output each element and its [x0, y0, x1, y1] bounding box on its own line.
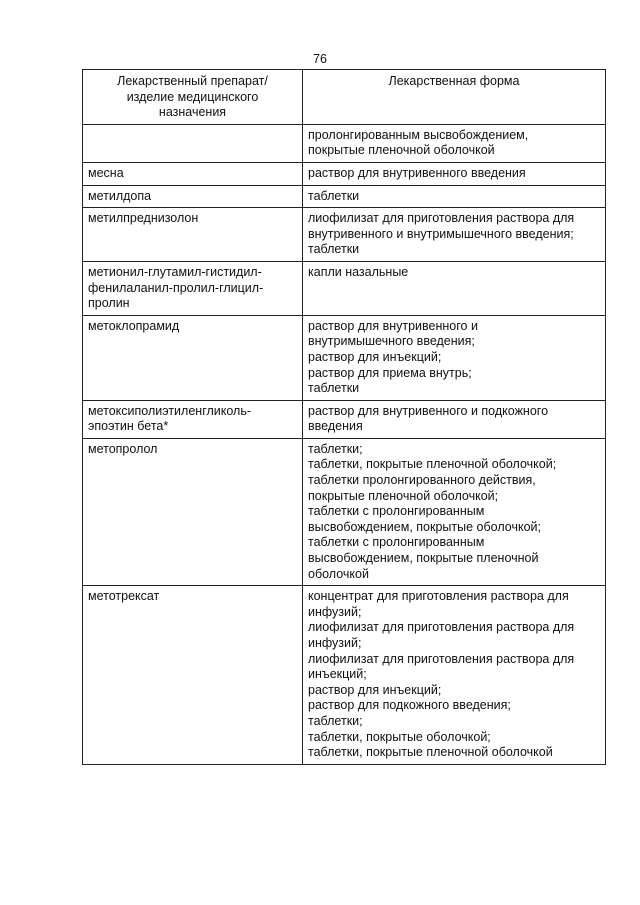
dosage-form-line: таблетки: [308, 188, 360, 203]
table-body: [83, 124, 606, 764]
table-row: [83, 261, 606, 315]
dosage-form-line: концентрат для приготовления раствора для: [308, 589, 569, 604]
dosage-form-cell: [303, 438, 606, 585]
drug-name-line: метопролол: [88, 441, 158, 456]
dosage-form-cell: [303, 315, 606, 400]
dosage-form-cell: [303, 261, 606, 315]
drug-name-line: фенилаланил-пролил-глицил-: [88, 280, 264, 295]
drug-name-line: эпоэтин бета*: [88, 419, 169, 434]
dosage-form-line: внутримышечного введения;: [308, 334, 475, 349]
dosage-form-line: инъекций;: [308, 667, 367, 682]
dosage-form-cell: [303, 162, 606, 185]
dosage-form-line: высвобождением, покрытые оболочкой;: [308, 519, 541, 534]
dosage-form-line: раствор для инъекций;: [308, 349, 442, 364]
dosage-form-cell: [303, 208, 606, 262]
dosage-form-line: таблетки: [308, 242, 360, 257]
dosage-form-line: лиофилизат для приготовления раствора для: [308, 211, 575, 226]
dosage-form-line: инфузий;: [308, 636, 362, 650]
drug-name-line: пролин: [88, 296, 130, 311]
dosage-form-line: таблетки, покрытые пленочной оболочкой;: [308, 457, 557, 472]
table-row: [83, 208, 606, 262]
dosage-form-line: введения: [308, 419, 363, 434]
drug-table: [82, 69, 606, 765]
drug-name-cell: [83, 124, 303, 162]
table-header-row: [83, 70, 606, 125]
dosage-form-cell: [303, 400, 606, 438]
drug-name-cell: [83, 162, 303, 185]
dosage-form-line: таблетки с пролонгированным: [308, 504, 485, 519]
drug-name-line: метилпреднизолон: [88, 211, 199, 226]
drug-name-line: метоксиполиэтиленгликоль-: [88, 403, 252, 418]
dosage-form-line: раствор для приема внутрь;: [308, 365, 472, 380]
header-line: назначения: [158, 105, 227, 120]
header-line: Лекарственный препарат/: [117, 74, 268, 88]
drug-name-line: месна: [88, 165, 124, 180]
dosage-form-line: внутривенного и внутримышечного введения;: [308, 226, 574, 241]
drug-name-line: метилдопа: [88, 188, 152, 203]
dosage-form-line: инфузий;: [308, 604, 362, 619]
header-line: Лекарственная форма: [388, 74, 520, 88]
dosage-form-cell: [303, 124, 606, 162]
table-row: [83, 162, 606, 185]
dosage-form-line: таблетки;: [308, 441, 363, 456]
drug-name-line: метоклопрамид: [88, 318, 180, 333]
dosage-form-line: лиофилизат для приготовления раствора для: [308, 620, 575, 635]
dosage-form-line: высвобождением, покрытые пленочной: [308, 551, 539, 566]
dosage-form-line: покрытые пленочной оболочкой;: [308, 488, 499, 503]
table-row: [83, 124, 606, 162]
drug-name-cell: [83, 208, 303, 262]
header-line: изделие медицинского: [126, 89, 259, 104]
drug-name-cell: [83, 438, 303, 585]
drug-name-cell: [83, 586, 303, 765]
table-row: [83, 438, 606, 585]
drug-name-cell: [83, 400, 303, 438]
page-number: 76: [313, 52, 327, 66]
table-row: [83, 400, 606, 438]
dosage-form-line: пролонгированным высвобождением,: [308, 127, 529, 142]
dosage-form-line: раствор для внутривенного введения: [308, 165, 526, 180]
header-drug-name: [83, 70, 303, 125]
dosage-form-line: раствор для внутривенного и: [308, 318, 478, 333]
dosage-form-cell: [303, 586, 606, 765]
header-dosage-form: [303, 70, 606, 125]
dosage-form-line: раствор для внутривенного и подкожного: [308, 403, 549, 418]
dosage-form-line: раствор для подкожного введения;: [308, 698, 511, 713]
dosage-form-line: таблетки, покрытые оболочкой;: [308, 729, 491, 744]
dosage-form-line: раствор для инъекций;: [308, 682, 442, 697]
table-row: [83, 586, 606, 765]
dosage-form-line: таблетки;: [308, 713, 363, 728]
drug-name-cell: [83, 315, 303, 400]
dosage-form-line: капли назальные: [308, 264, 409, 279]
drug-name-cell: [83, 261, 303, 315]
drug-name-cell: [83, 185, 303, 208]
table-row: [83, 185, 606, 208]
table-row: [83, 315, 606, 400]
dosage-form-line: таблетки: [308, 381, 360, 396]
dosage-form-cell: [303, 185, 606, 208]
dosage-form-line: таблетки пролонгированного действия,: [308, 473, 536, 488]
drug-name-line: метотрексат: [88, 589, 160, 604]
dosage-form-line: покрытые пленочной оболочкой: [308, 143, 495, 158]
drug-name-line: метионил-глутамил-гистидил-: [88, 264, 262, 279]
dosage-form-line: таблетки, покрытые пленочной оболочкой: [308, 745, 553, 760]
dosage-form-line: таблетки с пролонгированным: [308, 535, 485, 550]
dosage-form-line: оболочкой: [308, 566, 369, 581]
dosage-form-line: лиофилизат для приготовления раствора для: [308, 651, 575, 666]
